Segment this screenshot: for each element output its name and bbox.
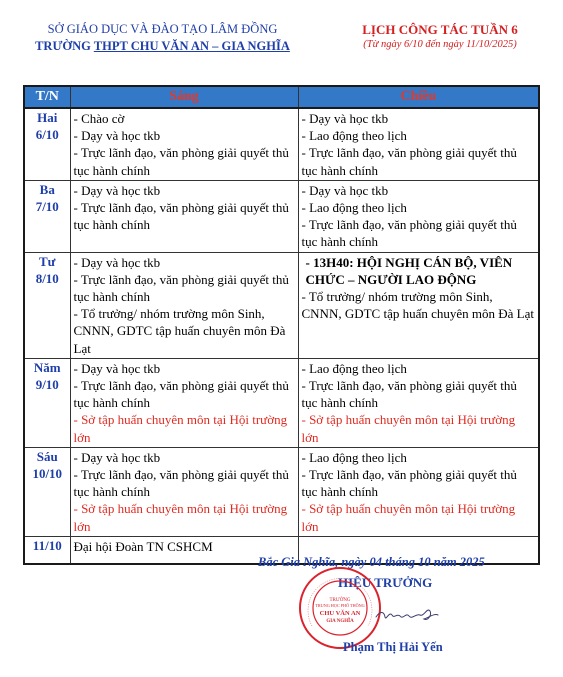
school-header (30, 21, 295, 55)
day-cell (24, 447, 70, 536)
morning-activity: - Dạy và học tkb (73, 182, 161, 198)
day-date: 11/10 (32, 537, 62, 553)
table-row (24, 252, 539, 358)
morning-cell (70, 252, 298, 358)
morning-activity: - Trực lãnh đạo, văn phòng giải quyết thủ tục hành chính (73, 378, 289, 411)
morning-activity: - Sở tập huấn chuyên môn tại Hội trường lớn (73, 412, 288, 445)
table-row (24, 108, 539, 180)
svg-text:TRƯỜNG: TRƯỜNG (329, 598, 351, 603)
day-cell (24, 358, 70, 447)
day-date: 10/10 (32, 465, 63, 481)
afternoon-activity: - Lao động theo lịch (301, 200, 407, 216)
day-date: 7/10 (35, 198, 59, 214)
morning-activity: - Trực lãnh đạo, văn phòng giải quyết thủ tục hành chính (73, 200, 289, 233)
morning-activity: - Tổ trưởng/ nhóm trường môn Sinh, CNNN, GDTC tập huấn chuyên môn Đà Lạt (73, 306, 286, 356)
signer-title: HIỆU TRƯỞNG (338, 575, 433, 590)
afternoon-cell (298, 180, 539, 252)
day-name: Năm (33, 359, 61, 375)
school-prefix: TRƯỜNG (35, 39, 91, 53)
afternoon-activity: - Lao động theo lịch (301, 449, 407, 465)
morning-activity: - Trực lãnh đạo, văn phòng giải quyết thủ tục hành chính (73, 271, 289, 305)
table-row (24, 447, 539, 536)
afternoon-activity: - Lao động theo lịch (301, 360, 407, 376)
svg-text:CHU VĂN AN: CHU VĂN AN (319, 610, 361, 617)
day-cell (24, 108, 70, 180)
afternoon-activity: - Trực lãnh đạo, văn phòng giải quyết thủ tục hành chính (301, 467, 517, 500)
morning-cell (70, 358, 298, 447)
afternoon-cell (298, 447, 539, 536)
morning-activity: - Chào cờ (73, 111, 125, 126)
day-name: Sáu (36, 448, 58, 464)
day-name: Ba (39, 181, 55, 197)
afternoon-activity: - 13H40: HỘI NGHỊ CÁN BỘ, VIÊN CHỨC – NGƯỜI LAO ĐỘNG (305, 254, 513, 287)
afternoon-activity: - Tổ trưởng/ nhóm trường môn Sinh, CNNN, GDTC tập huấn chuyên môn Đà Lạt (301, 289, 535, 322)
school-name-line (30, 38, 295, 55)
place-date: Bắc Gia Nghĩa, ngày 04 tháng 10 năm 2025 (258, 555, 485, 569)
school-name: THPT CHU VĂN AN – GIA NGHĨA (93, 39, 290, 53)
morning-cell (70, 180, 298, 252)
svg-text:GIA NGHĨA: GIA NGHĨA (326, 619, 354, 624)
morning-cell (70, 447, 298, 536)
day-date: 9/10 (35, 376, 59, 392)
afternoon-activity: - Dạy và học tkb (301, 182, 389, 198)
afternoon-activity: - Trực lãnh đạo, văn phòng giải quyết thủ tục hành chính (301, 378, 517, 411)
morning-activity: - Dạy và học tkb (73, 254, 161, 270)
signer-name: Phạm Thị Hải Yến (343, 640, 443, 654)
day-date: 6/10 (35, 127, 59, 142)
signature (372, 603, 442, 629)
morning-activity: - Dạy và học tkb (73, 128, 161, 144)
school-stamp (298, 566, 382, 650)
svg-text:TRUNG HỌC PHỔ THÔNG: TRUNG HỌC PHỔ THÔNG (315, 603, 365, 608)
day-cell (24, 180, 70, 252)
day-cell (24, 252, 70, 358)
afternoon-cell (298, 358, 539, 447)
table-header-row (24, 86, 539, 108)
header-morning: Sáng (70, 86, 298, 108)
afternoon-activity: - Trực lãnh đạo, văn phòng giải quyết thủ tục hành chính (301, 145, 517, 178)
header-day: T/N (24, 86, 70, 108)
schedule-heading (340, 21, 540, 52)
header-afternoon: Chiều (298, 86, 539, 108)
schedule-body (24, 108, 539, 564)
table-row (24, 180, 539, 252)
afternoon-activity: - Sở tập huấn chuyên môn tại Hội trường lớn (301, 412, 516, 445)
schedule-date-range: (Từ ngày 6/10 đến ngày 11/10/2025) (363, 39, 517, 50)
day-date: 8/10 (35, 270, 59, 286)
afternoon-activity: - Sở tập huấn chuyên môn tại Hội trường lớn (301, 501, 516, 534)
afternoon-cell (298, 108, 539, 180)
morning-activity: - Dạy và học tkb (73, 360, 161, 376)
day-name: Hai (37, 110, 58, 125)
morning-activity: - Sở tập huấn chuyên môn tại Hội trường lớn (73, 501, 288, 534)
afternoon-activity: - Trực lãnh đạo, văn phòng giải quyết thủ tục hành chính (301, 217, 517, 250)
morning-activity: Đại hội Đoàn TN CSHCM (73, 538, 213, 554)
morning-activity: - Dạy và học tkb (73, 449, 161, 465)
day-name: Tư (39, 253, 56, 269)
table-row (24, 358, 539, 447)
department-name: SỞ GIÁO DỤC VÀ ĐÀO TẠO LÂM ĐỒNG (47, 22, 278, 36)
schedule-title: LỊCH CÔNG TÁC TUẦN 6 (362, 22, 518, 37)
afternoon-activity: - Lao động theo lịch (301, 128, 407, 144)
morning-activity: - Trực lãnh đạo, văn phòng giải quyết thủ tục hành chính (73, 145, 289, 178)
morning-activity: - Trực lãnh đạo, văn phòng giải quyết thủ tục hành chính (73, 467, 289, 500)
afternoon-cell (298, 252, 539, 358)
morning-cell (70, 108, 298, 180)
schedule-table (23, 85, 540, 565)
afternoon-activity: - Dạy và học tkb (301, 111, 389, 126)
day-cell (24, 536, 70, 564)
